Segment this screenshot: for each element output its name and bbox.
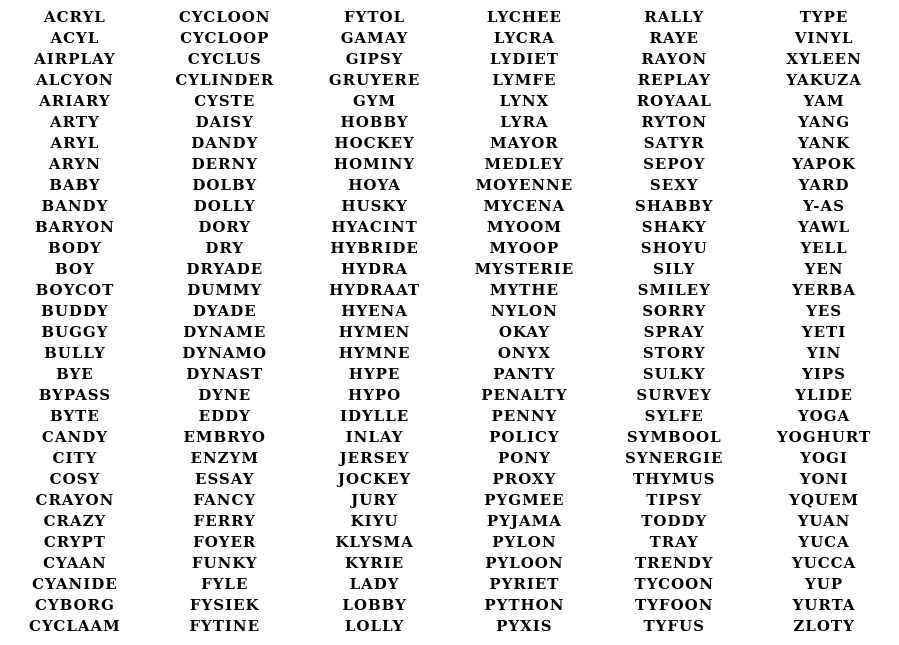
word-item: CYCLUS [187,50,262,68]
word-item: INLAY [345,428,404,446]
word-item: LOLLY [344,617,405,635]
word-item: CYANIDE [32,575,118,593]
word-item: PONY [498,449,551,467]
word-item: YES [806,302,843,320]
word-item: JOCKEY [337,470,412,488]
word-item: LOBBY [342,596,407,614]
word-item: PYGMEE [484,491,565,509]
word-item: RYTON [641,113,708,131]
word-item: POLICY [489,428,560,446]
word-item: KLYSMA [335,533,414,551]
word-item: HYDRAAT [329,281,421,299]
word-item: TIPSY [646,491,703,509]
word-item: SEXY [649,176,699,194]
word-item: YARD [798,176,850,194]
word-item: HYACINT [331,218,418,236]
word-item: PYJAMA [486,512,562,530]
word-item: HUSKY [341,197,408,215]
word-item: MEDLEY [484,155,565,173]
word-item: YOGI [800,449,848,467]
word-item: FYTOL [344,8,406,26]
word-item: THYMUS [632,470,716,488]
word-column-2 [150,7,300,637]
word-item: DANDY [191,134,259,152]
word-item: YELL [800,239,848,257]
word-item: NYLON [491,302,558,320]
word-item: CYCLOOP [180,29,270,47]
word-item: GYM [353,92,397,110]
word-item: KIYU [350,512,399,530]
word-item: YOGA [797,407,851,425]
word-item: Y-AS [803,197,846,215]
word-item: DRYADE [186,260,264,278]
word-item: EMBRYO [183,428,266,446]
word-item: SHABBY [635,197,714,215]
word-item: BARYON [35,218,115,236]
word-item: DOLLY [193,197,256,215]
word-item: YIN [806,344,842,362]
word-item: GIPSY [345,50,404,68]
word-item: RAYON [641,50,708,68]
word-item: YEN [804,260,844,278]
word-item: FOYER [193,533,257,551]
word-item: BOY [55,260,95,278]
word-item: MAYOR [490,134,559,152]
word-item: LYCRA [493,29,555,47]
word-item: TODDY [641,512,708,530]
word-item: YONI [799,470,849,488]
word-item: CYCLAAM [29,617,121,635]
word-item: VINYL [794,29,854,47]
word-item: YUAN [797,512,851,530]
word-item: DYNAMO [182,344,268,362]
word-item: BYTE [50,407,100,425]
word-item: AIRPLAY [34,50,116,68]
word-item: SURVEY [636,386,713,404]
word-item: CYLINDER [175,71,275,89]
word-item: YQUEM [789,491,860,509]
word-item: CITY [52,449,98,467]
word-item: YANK [798,134,851,152]
word-item: BUGGY [41,323,109,341]
word-item: GAMAY [340,29,409,47]
word-item: MYOOP [489,239,560,257]
word-item: MYTHE [489,281,559,299]
word-item: FUNKY [191,554,258,572]
word-item: CYAAN [43,554,107,572]
word-item: ROYAAL [636,92,712,110]
word-item: BUDDY [41,302,109,320]
word-item: MYCENA [483,197,566,215]
word-item: YOGHURT [776,428,872,446]
word-item: ONYX [497,344,551,362]
word-item: ENZYM [190,449,259,467]
word-item: LYMFE [492,71,557,89]
word-item: SATYR [643,134,705,152]
word-item: LYNX [499,92,550,110]
word-item: DAISY [195,113,254,131]
word-item: TRENDY [634,554,714,572]
word-item: PROXY [492,470,557,488]
word-item: CYSTE [194,92,256,110]
word-item: BYPASS [38,386,112,404]
word-item: ACRYL [43,8,106,26]
word-item: ARIARY [39,92,111,110]
word-item: FERRY [193,512,256,530]
word-item: BODY [48,239,102,257]
word-item: FANCY [193,491,257,509]
word-item: LYDIET [489,50,559,68]
word-item: TYCOON [634,575,714,593]
word-item: JURY [351,491,399,509]
word-item: DORY [198,218,252,236]
word-item: DOLBY [192,176,258,194]
word-item: ESSAY [195,470,255,488]
word-item: HYMEN [338,323,411,341]
word-item: SYMBOOL [626,428,722,446]
word-item: YUP [805,575,844,593]
word-item: STORY [642,344,706,362]
word-column-3 [300,7,450,637]
word-item: PYLOON [485,554,564,572]
word-item: ALCYON [36,71,114,89]
word-item: SORRY [642,302,707,320]
word-item: BULLY [44,344,106,362]
word-item: HYDRA [341,260,409,278]
word-item: SHOYU [640,239,708,257]
word-item: DYNE [198,386,252,404]
word-item: SILY [653,260,696,278]
word-item: RALLY [644,8,705,26]
word-item: HYMNE [338,344,411,362]
word-item: YETI [801,323,847,341]
word-item: SHAKY [641,218,707,236]
word-item: OKAY [498,323,550,341]
word-item: FYLE [201,575,249,593]
word-item: FYTINE [189,617,261,635]
word-item: LADY [349,575,400,593]
word-item: SYNERGIE [625,449,724,467]
word-item: ACYL [50,29,100,47]
word-item: CRAZY [43,512,107,530]
word-item: HYPO [347,386,402,404]
word-item: BABY [49,176,101,194]
word-item: MYOOM [486,218,562,236]
word-item: IDYLLE [339,407,410,425]
word-item: ZLOTY [793,617,855,635]
word-item: PANTY [493,365,556,383]
word-item: SMILEY [637,281,711,299]
word-item: HOMINY [333,155,416,173]
word-item: SEPOY [643,155,706,173]
word-item: ARYL [50,134,100,152]
word-item: TYFOON [635,596,714,614]
word-item: GRUYERE [328,71,421,89]
word-item: TRAY [649,533,699,551]
word-item: YUCA [798,533,850,551]
word-item: DUMMY [187,281,263,299]
word-item: FYSIEK [189,596,260,614]
word-item: YAWL [798,218,851,236]
word-item: RAYE [649,29,699,47]
word-item: SYLFE [644,407,704,425]
word-item: SPRAY [643,323,705,341]
word-item: XYLEEN [786,50,862,68]
word-item: MYSTERIE [474,260,575,278]
word-item: HOBBY [340,113,409,131]
word-item: CRYPT [43,533,106,551]
word-item: HYENA [341,302,408,320]
word-item: BANDY [41,197,109,215]
word-item: HOYA [348,176,401,194]
word-item: HOCKEY [334,134,415,152]
word-item: CANDY [41,428,108,446]
word-item: YAPOK [792,155,856,173]
word-item: PYXIS [496,617,553,635]
word-item: DERNY [191,155,258,173]
word-item: YERBA [792,281,857,299]
word-item: PENALTY [481,386,568,404]
word-item: YIPS [802,365,846,383]
word-item: DYNAST [186,365,264,383]
word-column-5 [599,7,749,637]
word-item: MOYENNE [475,176,574,194]
word-item: DYADE [192,302,257,320]
word-item: CYCLOON [178,8,271,26]
word-item: YUCCA [791,554,857,572]
word-item: BYE [56,365,94,383]
word-item: PENNY [491,407,558,425]
word-item: YURTA [792,596,856,614]
word-item: YLIDE [795,386,853,404]
word-item: ARYN [48,155,101,173]
word-item: TYFUS [643,617,705,635]
word-item: YAM [803,92,845,110]
word-item: DYNAME [183,323,267,341]
word-item: REPLAY [637,71,711,89]
word-item: DRY [205,239,245,257]
word-item: BOYCOT [35,281,115,299]
word-item: ARTY [50,113,100,131]
word-column-6 [749,7,899,637]
word-item: LYRA [500,113,549,131]
word-item: TYPE [799,8,849,26]
word-item: EDDY [198,407,251,425]
word-item: PYRIET [489,575,560,593]
word-item: KYRIE [344,554,405,572]
word-item: JERSEY [339,449,410,467]
word-item: HYPE [348,365,401,383]
word-item: LYCHEE [486,8,562,26]
word-item: HYBRIDE [330,239,419,257]
word-item: COSY [49,470,101,488]
word-item: YANG [798,113,851,131]
word-item: CYBORG [34,596,115,614]
word-item: CRAYON [35,491,115,509]
word-item: PYTHON [484,596,565,614]
word-item: SULKY [642,365,706,383]
word-column-1 [0,7,150,637]
word-item: PYLON [492,533,557,551]
word-column-4 [449,7,599,637]
word-item: YAKUZA [786,71,862,89]
